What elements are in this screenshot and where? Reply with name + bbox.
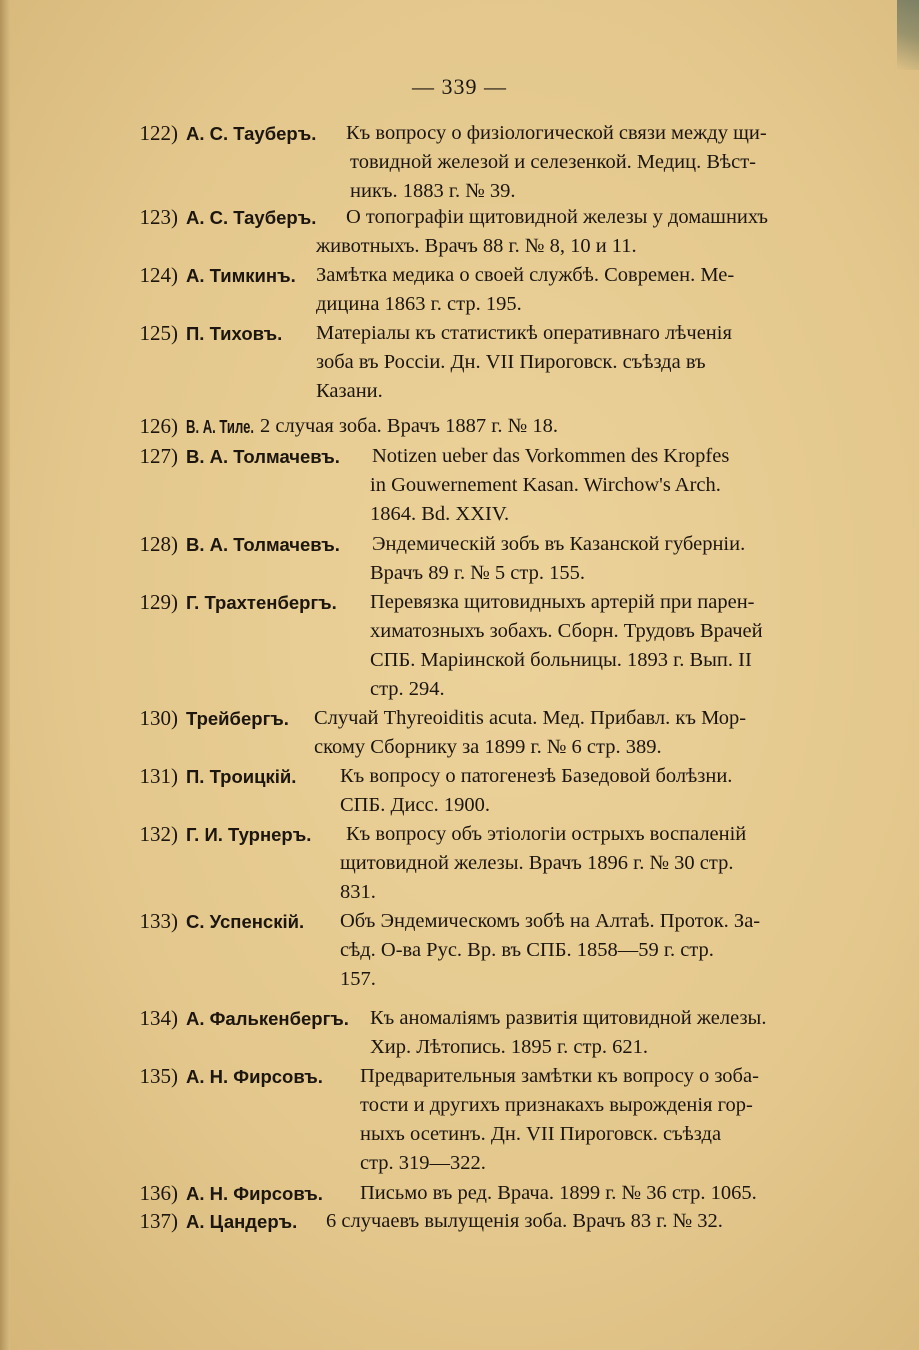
entry-text-line: Замѣтка медика о своей службѣ. Современ. Ме- — [316, 264, 735, 286]
entry-number: 126) — [139, 414, 178, 438]
entry-number: 136) — [139, 1181, 178, 1205]
entry-text-line: щитовидной железы. Врачъ 1896 г. № 30 стр. — [340, 852, 734, 874]
entry-text-line: Матеріалы къ статистикѣ оперативнаго лѣченія — [316, 322, 732, 344]
entry-text-line: 157. — [340, 968, 376, 990]
entry-author: А. Н. Фирсовъ. — [186, 1183, 323, 1204]
entry-text-line: in Gouwernement Kasan. Wirchow's Arch. — [370, 474, 721, 496]
entry-text-line: Письмо въ ред. Врача. 1899 г. № 36 стр. 1065. — [360, 1182, 757, 1204]
entry-text-line: 6 случаевъ вылущенія зоба. Врачъ 83 г. № 32. — [326, 1210, 723, 1232]
entry-author: А. Цандеръ. — [186, 1211, 298, 1232]
entry-text-line: 831. — [340, 881, 376, 903]
entry-text-line: Къ вопросу о патогенезѣ Базедовой болѣзни. — [340, 765, 733, 787]
page-corner-shadow — [897, 0, 919, 70]
entry-text-line: зоба въ Россіи. Дн. VII Пироговск. съѣзда въ — [316, 351, 706, 373]
entry-text-line: сѣд. О-ва Рус. Вр. въ СПБ. 1858—59 г. стр. — [340, 939, 714, 961]
entry-text-line: дицина 1863 г. стр. 195. — [316, 293, 522, 315]
entry-text-line: Къ вопросу объ этіологіи острыхъ воспаленій — [346, 823, 747, 845]
entry-number: 131) — [139, 764, 178, 788]
entry-text-line: тости и другихъ признакахъ вырожденія гор- — [360, 1094, 753, 1116]
page-number: — 339 — — [412, 74, 507, 99]
entry-text-line: Къ вопросу о физіологической связи между щи- — [346, 122, 767, 144]
entry-author: В. А. Тиле. — [186, 416, 255, 437]
entry-author: А. Фалькенбергъ. — [186, 1008, 349, 1029]
entry-number: 124) — [139, 263, 178, 287]
entry-text-line: химатозныхъ зобахъ. Сборн. Трудовъ Врачей — [370, 620, 763, 642]
entry-author: В. А. Толмачевъ. — [186, 446, 340, 467]
entry-number: 127) — [139, 444, 178, 468]
entry-text-line: Къ аномаліямъ развитія щитовидной железы. — [370, 1007, 767, 1029]
entry-number: 135) — [139, 1064, 178, 1088]
entry-author: Г. И. Турнеръ. — [186, 824, 312, 845]
entry-author: Г. Трахтенбергъ. — [186, 592, 337, 613]
entry-text-line: Эндемическій зобъ въ Казанской губерніи. — [372, 533, 746, 555]
entry-text-line: Казани. — [316, 380, 383, 402]
entry-number: 134) — [139, 1006, 178, 1030]
entry-author: А. С. Тауберъ. — [186, 123, 317, 144]
entry-text-line: скому Сборнику за 1899 г. № 6 стр. 389. — [314, 736, 662, 758]
entry-text-line: СПБ. Маріинской больницы. 1893 г. Вып. II — [370, 649, 752, 671]
entry-author: А. Н. Фирсовъ. — [186, 1066, 323, 1087]
entry-number: 137) — [139, 1209, 178, 1233]
entry-text-line: никъ. 1883 г. № 39. — [350, 180, 516, 202]
entry-number: 133) — [139, 909, 178, 933]
entry-author: С. Успенскій. — [186, 911, 305, 932]
entry-number: 128) — [139, 532, 178, 556]
entry-number: 129) — [139, 590, 178, 614]
entry-number: 123) — [139, 205, 178, 229]
entry-number: 125) — [139, 321, 178, 345]
entry-text-line: товидной железой и селезенкой. Медиц. Вѣст- — [350, 151, 757, 173]
entry-author: П. Тиховъ. — [186, 323, 283, 344]
entry-text-line: Перевязка щитовидныхъ артерій при парен- — [370, 591, 755, 613]
entry-author: А. С. Тауберъ. — [186, 207, 317, 228]
entry-text-line: Notizen ueber das Vorkommen des Kropfes — [372, 445, 730, 467]
entry-number: 132) — [139, 822, 178, 846]
entry-number: 122) — [139, 121, 178, 145]
entry-author: П. Троицкій. — [186, 766, 297, 787]
entry-text-line: 2 случая зоба. Врачъ 1887 г. № 18. — [260, 415, 558, 437]
entry-text-line: животныхъ. Врачъ 88 г. № 8, 10 и 11. — [316, 235, 637, 257]
entry-author: А. Тимкинъ. — [186, 265, 296, 286]
entry-number: 130) — [139, 706, 178, 730]
entry-text-line: стр. 294. — [370, 678, 445, 700]
entry-text-line: Объ Эндемическомъ зобѣ на Алтаѣ. Проток. За- — [340, 910, 761, 932]
entry-text-line: Хир. Лѣтопись. 1895 г. стр. 621. — [370, 1036, 649, 1058]
entry-text-line: 1864. Bd. XXIV. — [370, 503, 510, 525]
entry-text-line: Врачъ 89 г. № 5 стр. 155. — [370, 562, 585, 584]
entry-text-line: О топографіи щитовидной железы у домашнихъ — [346, 206, 768, 228]
entry-text-line: СПБ. Дисс. 1900. — [340, 794, 491, 816]
entry-author: В. А. Толмачевъ. — [186, 534, 340, 555]
entry-author: Трейбергъ. — [186, 708, 289, 729]
entry-text-line: Предварительныя замѣтки къ вопросу о зоба- — [360, 1065, 759, 1087]
entry-text-line: ныхъ осетинъ. Дн. VII Пироговск. съѣзда — [360, 1123, 722, 1145]
entry-text-line: Случай Thyreoiditis acuta. Мед. Прибавл. къ Мор- — [314, 707, 747, 729]
entry-text-line: стр. 319—322. — [360, 1152, 486, 1174]
